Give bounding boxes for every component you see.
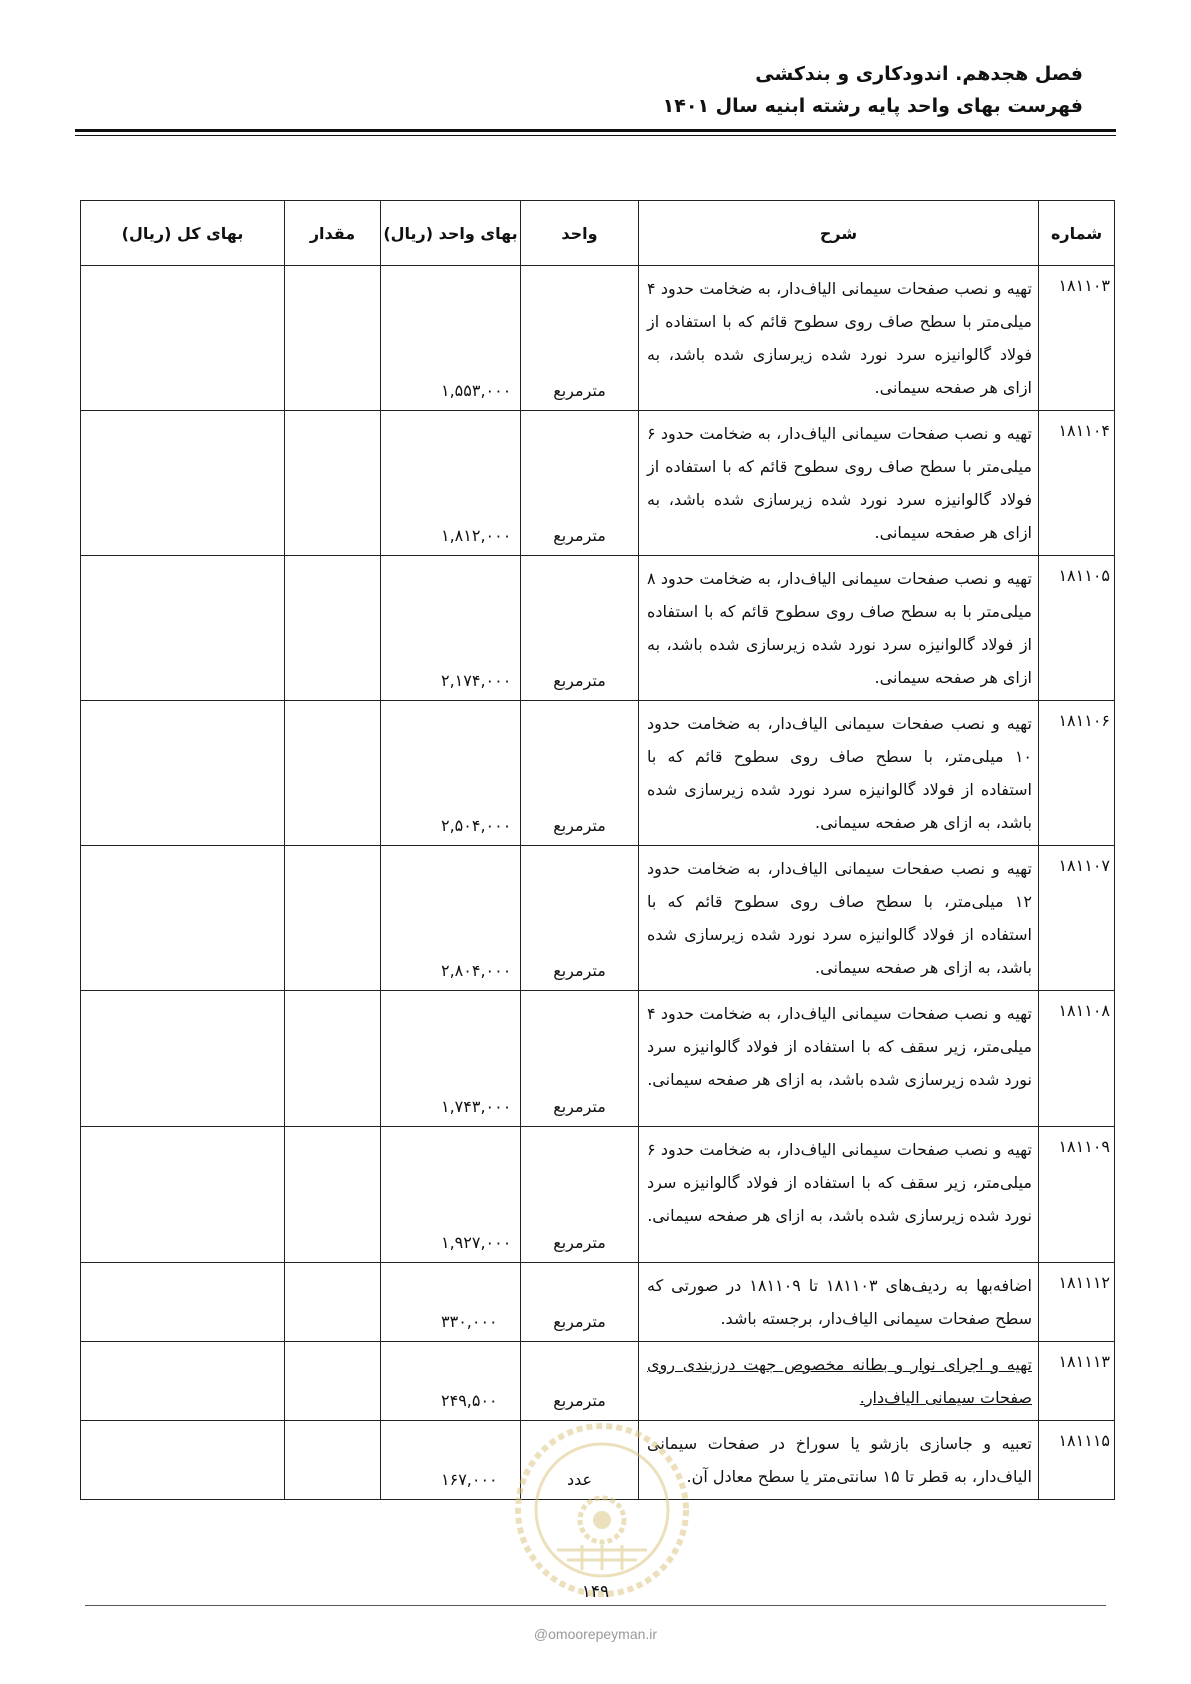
row-total-price [81, 1263, 285, 1342]
row-code: ۱۸۱۱۰۳ [1039, 266, 1115, 411]
col-number-header: شماره [1039, 201, 1115, 266]
row-total-price [81, 1342, 285, 1421]
row-total-price [81, 1127, 285, 1263]
page-number: ۱۴۹ [581, 1582, 610, 1602]
row-description: تعبیه و جاسازی بازشو یا سوراخ در صفحات سیمانی الیاف‌دار، به قطر تا ۱۵ سانتی‌متر یا سطح معادل آن. [639, 1421, 1039, 1500]
row-code: ۱۸۱۱۱۳ [1039, 1342, 1115, 1421]
row-total-price [81, 991, 285, 1127]
row-code: ۱۸۱۱۰۴ [1039, 411, 1115, 556]
header-rule-thin [75, 135, 1116, 136]
row-unit: مترمربع [521, 1127, 639, 1263]
row-quantity [285, 701, 381, 846]
col-description-header: شرح [639, 201, 1039, 266]
row-unit: مترمربع [521, 411, 639, 556]
table-row [81, 266, 1115, 411]
row-unit-price: ۳۳۰,۰۰۰ [381, 1263, 521, 1342]
row-unit: مترمربع [521, 266, 639, 411]
row-quantity [285, 1421, 381, 1500]
row-unit-price: ۲,۱۷۴,۰۰۰ [381, 556, 521, 701]
row-total-price [81, 266, 285, 411]
row-code: ۱۸۱۱۱۲ [1039, 1263, 1115, 1342]
footer-rule [85, 1605, 1106, 1606]
row-quantity [285, 1263, 381, 1342]
row-unit-price: ۱,۷۴۳,۰۰۰ [381, 991, 521, 1127]
row-unit: مترمربع [521, 991, 639, 1127]
row-unit: مترمربع [521, 1342, 639, 1421]
row-quantity [285, 1127, 381, 1263]
row-description: تهیه و نصب صفحات سیمانی الیاف‌دار، به ضخامت حدود ۱۰ میلی‌متر، با سطح صاف روی سطوح قائم که با استفاده از فولاد گالوانیزه سرد نورد شده زیرسازی شده باشد، به ازای هر صفحه سیمانی. [639, 701, 1039, 846]
row-description: تهیه و نصب صفحات سیمانی الیاف‌دار، به ضخامت حدود ۸ میلی‌متر با به سطح صاف روی سطوح قائم که با استفاده از فولاد گالوانیزه سرد نورد شده زیرسازی شده باشد، به ازای هر صفحه سیمانی. [639, 556, 1039, 701]
page-header [75, 58, 1083, 122]
row-description: تهیه و اجرای نوار و بطانه مخصوص جهت درزبندی روی صفحات سیمانی الیاف‌دار. [639, 1342, 1039, 1421]
row-quantity [285, 556, 381, 701]
row-unit: مترمربع [521, 556, 639, 701]
row-code: ۱۸۱۱۰۷ [1039, 846, 1115, 991]
row-quantity [285, 991, 381, 1127]
table-row [81, 991, 1115, 1127]
row-total-price [81, 701, 285, 846]
row-unit: مترمربع [521, 1263, 639, 1342]
col-unit-header: واحد [521, 201, 639, 266]
chapter-title: فصل هجدهم. اندودکاری و بندکشی [755, 63, 1083, 85]
table-row [81, 556, 1115, 701]
row-unit: مترمربع [521, 701, 639, 846]
row-code: ۱۸۱۱۰۹ [1039, 1127, 1115, 1263]
row-total-price [81, 411, 285, 556]
row-description: تهیه و نصب صفحات سیمانی الیاف‌دار، به ضخامت حدود ۶ میلی‌متر، زیر سقف که با استفاده از فولاد گالوانیزه سرد نورد شده زیرسازی شده باشد، به ازای هر صفحه سیمانی. [639, 1127, 1039, 1263]
row-unit-price: ۱۶۷,۰۰۰ [381, 1421, 521, 1500]
row-total-price [81, 846, 285, 991]
row-code: ۱۸۱۱۰۶ [1039, 701, 1115, 846]
row-unit: مترمربع [521, 846, 639, 991]
table-row [81, 1263, 1115, 1342]
row-quantity [285, 1342, 381, 1421]
row-unit-price: ۱,۸۱۲,۰۰۰ [381, 411, 521, 556]
table-row [81, 1342, 1115, 1421]
row-unit-price: ۲,۵۰۴,۰۰۰ [381, 701, 521, 846]
row-quantity [285, 846, 381, 991]
row-description: تهیه و نصب صفحات سیمانی الیاف‌دار، به ضخامت حدود ۱۲ میلی‌متر، با سطح صاف روی سطوح قائم که با استفاده از فولاد گالوانیزه سرد نورد شده زیرسازی شده باشد، به ازای هر صفحه سیمانی. [639, 846, 1039, 991]
row-unit-price: ۲۴۹,۵۰۰ [381, 1342, 521, 1421]
price-table [80, 200, 1115, 1500]
table-row [81, 846, 1115, 991]
row-description: تهیه و نصب صفحات سیمانی الیاف‌دار، به ضخامت حدود ۶ میلی‌متر با سطح صاف روی سطوح قائم که با استفاده از فولاد گالوانیزه سرد نورد شده زیرسازی شده باشد، به ازای هر صفحه سیمانی. [639, 411, 1039, 556]
row-quantity [285, 266, 381, 411]
table-header-row [81, 201, 1115, 266]
table-row [81, 701, 1115, 846]
row-unit-price: ۱,۵۵۳,۰۰۰ [381, 266, 521, 411]
row-quantity [285, 411, 381, 556]
list-title: فهرست بهای واحد پایه رشته ابنیه سال ۱۴۰۱ [662, 95, 1083, 117]
header-rule-thick [75, 129, 1116, 132]
row-code: ۱۸۱۱۰۵ [1039, 556, 1115, 701]
row-unit: عدد [521, 1421, 639, 1500]
site-watermark: @omoorepeyman.ir [533, 1626, 658, 1642]
row-code: ۱۸۱۱۰۸ [1039, 991, 1115, 1127]
row-code: ۱۸۱۱۱۵ [1039, 1421, 1115, 1500]
table-row [81, 411, 1115, 556]
col-unit-price-header: بهای واحد (ریال) [381, 201, 521, 266]
row-unit-price: ۱,۹۲۷,۰۰۰ [381, 1127, 521, 1263]
col-quantity-header: مقدار [285, 201, 381, 266]
row-unit-price: ۲,۸۰۴,۰۰۰ [381, 846, 521, 991]
row-total-price [81, 556, 285, 701]
table-row [81, 1127, 1115, 1263]
row-description: تهیه و نصب صفحات سیمانی الیاف‌دار، به ضخامت حدود ۴ میلی‌متر، زیر سقف که با استفاده از فولاد گالوانیزه سرد نورد شده زیرسازی شده باشد، به ازای هر صفحه سیمانی. [639, 991, 1039, 1127]
col-total-price-header: بهای کل (ریال) [81, 201, 285, 266]
row-description: اضافه‌بها به ردیف‌های ۱۸۱۱۰۳ تا ۱۸۱۱۰۹ در صورتی که سطح صفحات سیمانی الیاف‌دار، برجسته باشد. [639, 1263, 1039, 1342]
table-row [81, 1421, 1115, 1500]
row-description: تهیه و نصب صفحات سیمانی الیاف‌دار، به ضخامت حدود ۴ میلی‌متر با سطح صاف روی سطوح قائم که با استفاده از فولاد گالوانیزه سرد نورد شده زیرسازی شده باشد، به ازای هر صفحه سیمانی. [639, 266, 1039, 411]
row-total-price [81, 1421, 285, 1500]
